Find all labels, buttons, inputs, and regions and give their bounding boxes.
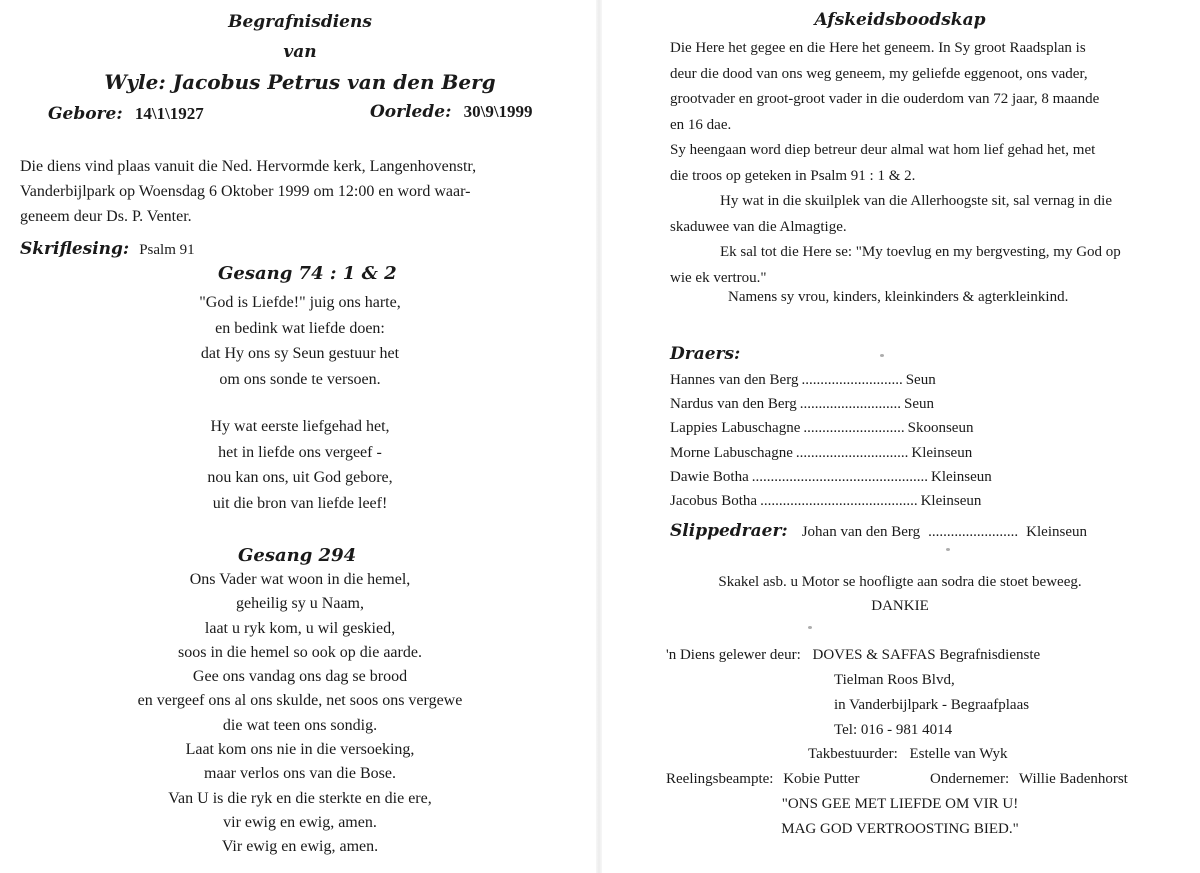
service-heading [0, 12, 600, 32]
hymn-line: Gee ons vandag ons dag se brood [192, 668, 408, 686]
hymn-line: nou kan ons, uit God gebore, [207, 469, 393, 486]
service-details [20, 154, 476, 229]
service-telephone: Tel: 016 - 981 4014 [834, 722, 953, 738]
undertaker-name: Willie Badenhorst [1018, 771, 1128, 787]
farewell-line: en 16 dae. [670, 116, 732, 133]
bearer-row [670, 368, 992, 392]
hymn-line: het in liefde ons vergeef - [218, 443, 382, 461]
farewell-line: Hy wat in die skuilplek van die Allerhoogste sit, sal vernag in die [720, 193, 1113, 209]
bearer-relation: Seun [905, 372, 936, 388]
bearer-leader: ............................................... [751, 468, 928, 485]
service-line: Die diens vind plaas vanuit die Ned. Hervormde kerk, Langenhovenstr, [20, 158, 477, 175]
bearer-relation: Kleinseun [920, 493, 982, 510]
van-label: van [283, 42, 317, 62]
farewell-line: wie ek vertrou." [670, 269, 767, 286]
hymn-line: en bedink wat liefde doen: [215, 319, 385, 337]
bearer-row [670, 441, 992, 465]
hymn-line: vir ewig en ewig, amen. [223, 813, 377, 831]
hymn-line: die wat teen ons sondig. [222, 716, 378, 734]
bearer-name: Jacobus Botha [670, 493, 758, 510]
hymn-line: en vergeef ons al ons skulde, net soos ons vergewe [137, 692, 463, 710]
hymn-line: Ons Vader wat woon in die hemel, [189, 571, 411, 588]
farewell-line: Die Here het gegee en die Here het geneem. In Sy groot Raadsplan is [670, 40, 1086, 56]
hymn2-title: Gesang 294 [238, 545, 357, 566]
hymn-line: Van U is die ryk en die sterkte en die ere, [168, 789, 432, 807]
farewell-line: Sy heengaan word diep betreur deur almal wat hom lief gehad het, met [670, 142, 1096, 158]
reading-value: Psalm 91 [139, 242, 195, 258]
hymn2-lyrics [30, 568, 570, 860]
service-line: geneem deur Ds. P. Venter. [20, 208, 192, 225]
bearer-name: Nardus van den Berg [670, 396, 797, 413]
hymn-line: "God is Liefde!" juig ons harte, [199, 294, 401, 311]
died-line [370, 102, 533, 122]
died-date: 30\9\1999 [463, 102, 533, 121]
bearers-list [670, 368, 992, 513]
farewell-paragraph-2 [670, 138, 1095, 189]
service-line: Vanderbijlpark op Woensdag 6 Oktober 1999 om 12:00 en word waar- [20, 183, 471, 200]
hymn-line: om ons sonde te versoen. [219, 370, 381, 388]
farewell-signature: Namens sy vrou, kinders, kleinkinders & agterkleinkind. [728, 289, 1069, 305]
hymn-line: laat u ryk kom, u wil geskied, [204, 619, 396, 637]
farewell-line: die troos op geteken in Psalm 91 : 1 & 2. [670, 167, 916, 184]
bearer-relation: Kleinseun [911, 444, 973, 461]
bearer-leader: ........................... [799, 396, 902, 413]
farewell-paragraph-1 [670, 36, 1099, 138]
bearer-leader: .............................. [795, 444, 909, 461]
born-date: 14\1\1927 [134, 104, 204, 123]
bearer-leader: ........................... [801, 372, 903, 388]
arrangements-name: Kobie Putter [783, 771, 860, 787]
bearer-row [670, 392, 992, 416]
bearer-row [670, 416, 992, 440]
died-label: Oorlede: [370, 102, 452, 122]
bearer-leader: ........................... [803, 420, 905, 437]
hymn1-title: Gesang 74 : 1 & 2 [218, 263, 397, 284]
funeral-service-line [666, 647, 1040, 664]
farewell-line: deur die dood van ons weg geneem, my geliefde eggenoot, ons vader, [670, 65, 1088, 82]
bearer-leader: .......................................... [760, 493, 918, 510]
farewell-title: Afskeidsboodskap [814, 10, 986, 30]
farewell-line: skaduwee van die Almagtige. [670, 218, 847, 235]
slip-bearer-name: Johan van den Berg [801, 524, 921, 540]
slip-bearer [670, 521, 1087, 541]
hymn1-verse1 [30, 290, 570, 392]
service-address-1: Tielman Roos Blvd, [834, 672, 955, 688]
bearer-row [670, 489, 992, 513]
closing-line-1: "ONS GEE MET LIEFDE OM VIR U! [781, 796, 1019, 812]
undertaker-label: Ondernemer: [930, 771, 1010, 787]
hymn-line: Hy wat eerste liefgehad het, [210, 418, 390, 435]
born-line [48, 104, 204, 124]
born-label: Gebore: [48, 104, 123, 124]
deceased-name: Wyle: Jacobus Petrus van den Berg [104, 70, 496, 94]
arrangements-label: Reelingsbeampte: [666, 771, 774, 787]
hymn-line: soos in die hemel so ook op die aarde. [178, 643, 422, 661]
bearer-name: Dawie Botha [670, 468, 749, 485]
bearers-title: Draers: [670, 344, 741, 364]
bearer-relation: Seun [904, 396, 935, 413]
farewell-line: Ek sal tot die Here se: "My toevlug en my bergvesting, my God op [720, 244, 1121, 260]
service-provider-name: DOVES & SAFFAS Begrafnisdienste [812, 647, 1041, 663]
scan-speck [880, 354, 884, 357]
branch-manager-line [808, 746, 1007, 763]
hymn-line: dat Hy ons sy Seun gestuur het [200, 345, 400, 362]
bearer-row [670, 465, 992, 489]
undertaker-line [930, 771, 1128, 788]
hymn-line: geheilig sy u Naam, [236, 595, 364, 613]
hymn-line: maar verlos ons van die Bose. [204, 765, 396, 783]
hymn1-verse2 [30, 414, 570, 516]
scan-speck [808, 626, 812, 629]
farewell-line: grootvader en groot-groot vader in die ouderdom van 72 jaar, 8 maande [670, 91, 1100, 107]
bearer-relation: Kleinseun [930, 468, 992, 485]
closing-line-2: MAG GOD VERTROOSTING BIED." [781, 821, 1019, 837]
hymn-line: Laat kom ons nie in die versoeking, [185, 741, 415, 759]
farewell-paragraph-3 [670, 189, 1112, 240]
service-address-2: in Vanderbijlpark - Begraafplaas [834, 697, 1030, 713]
branch-manager-label: Takbestuurder: [808, 746, 898, 762]
slip-bearer-relation: Kleinseun [1026, 524, 1087, 540]
slip-bearer-label: Slippedraer: [670, 521, 788, 541]
scan-speck [946, 548, 950, 551]
motor-note: Skakel asb. u Motor se hoofligte aan sodra die stoet beweeg. [718, 574, 1082, 590]
hymn-line: Vir ewig en ewig, amen. [221, 838, 379, 856]
bearer-name: Morne Labuschagne [670, 444, 793, 461]
hymn-line: uit die bron van liefde leef! [212, 494, 388, 512]
farewell-paragraph-4 [670, 240, 1121, 291]
heading-text: Begrafnisdiens [228, 12, 372, 32]
right-page [600, 0, 1200, 873]
arrangements-line [666, 771, 859, 788]
reading-label: Skriflesing: [20, 239, 130, 259]
branch-manager-name: Estelle van Wyk [909, 746, 1008, 762]
bearer-relation: Skoonseun [907, 420, 974, 437]
bearer-name: Lappies Labuschagne [670, 420, 801, 437]
thanks-text: DANKIE [871, 598, 929, 614]
slip-bearer-leader: ........................ [928, 524, 1019, 540]
service-provider-label: 'n Diens gelewer deur: [666, 647, 801, 663]
scripture-reading [20, 239, 195, 259]
bearer-name: Hannes van den Berg [670, 372, 799, 388]
